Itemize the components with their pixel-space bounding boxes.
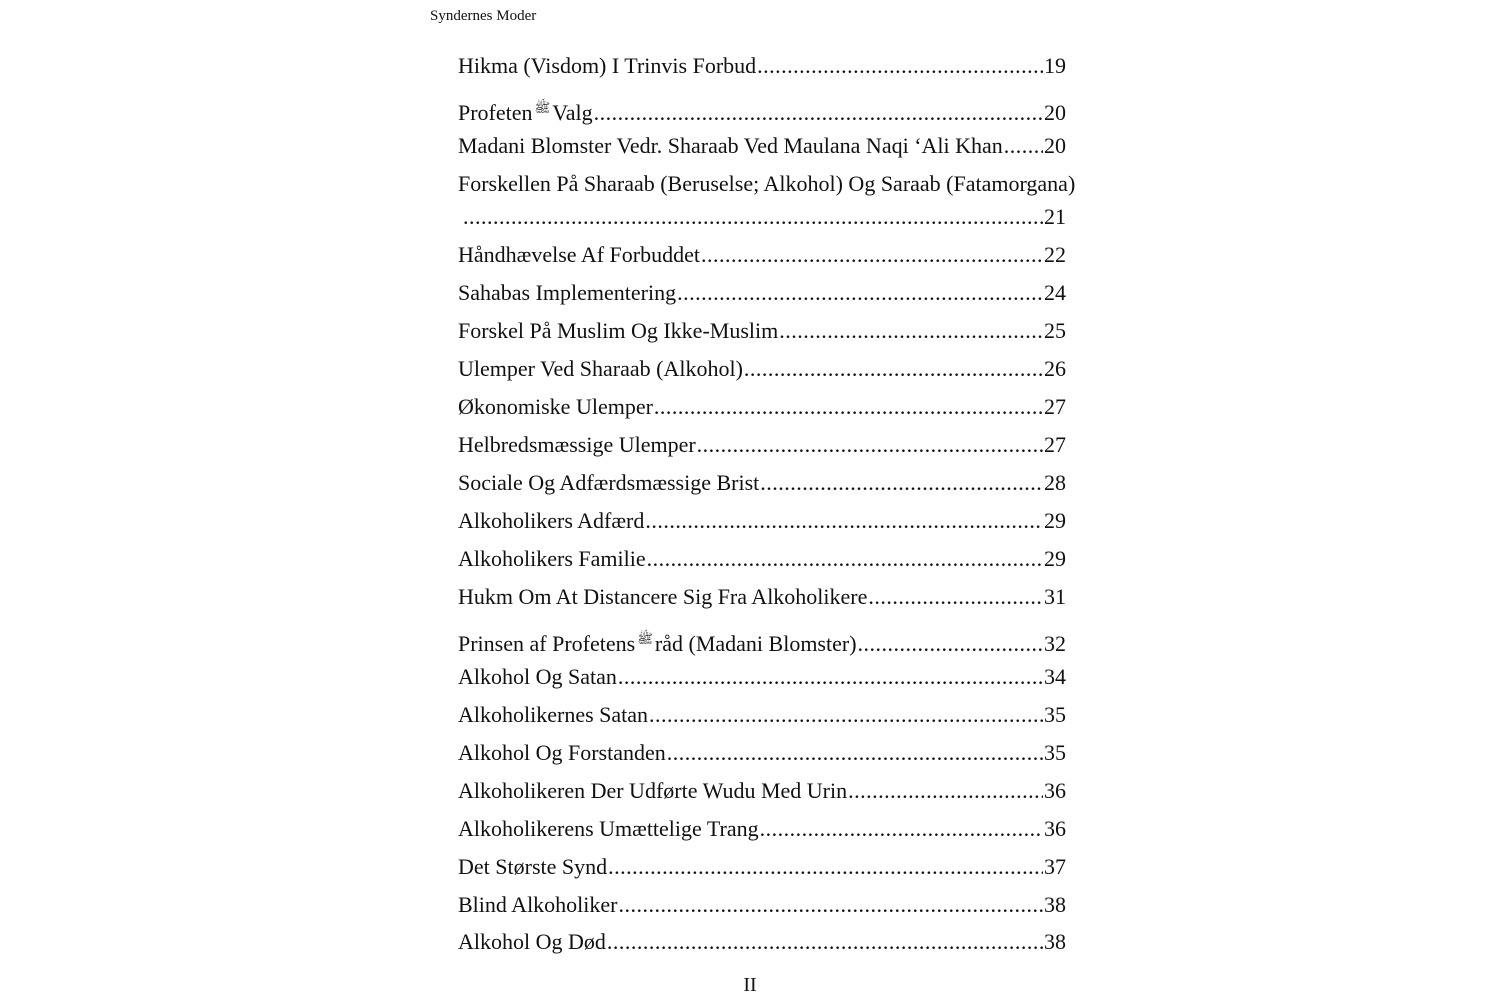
toc-entry-page: 29 (1044, 508, 1066, 533)
toc-entry (458, 890, 1066, 920)
toc-entry-title-after: Valg (552, 100, 593, 125)
toc-entry (458, 624, 1066, 654)
toc-entry-page: 35 (1044, 740, 1066, 765)
toc-entry-title: Alkohol Og Død (458, 929, 606, 954)
toc-entry (458, 700, 1066, 730)
toc-entry-page: 19 (1044, 53, 1066, 78)
toc-dot-leader (608, 852, 1043, 882)
toc-dot-leader (619, 890, 1044, 920)
toc-entry-page: 28 (1044, 470, 1066, 495)
toc-entry (458, 662, 1066, 692)
toc-entry-page: 25 (1044, 318, 1066, 343)
toc-dot-leader (701, 240, 1043, 270)
toc-dot-leader (645, 506, 1043, 536)
toc-entry (458, 93, 1066, 123)
toc-entry (458, 316, 1066, 346)
toc-entry-title: Alkohol Og Satan (458, 664, 617, 689)
toc-entry (458, 927, 1066, 957)
toc-dot-leader (1004, 131, 1043, 161)
toc-entry (458, 468, 1066, 498)
toc-entry-page: 20 (1044, 100, 1066, 125)
toc-dot-leader (618, 662, 1043, 692)
toc-entry-title: Alkohol Og Forstanden (458, 740, 666, 765)
toc-entry (458, 51, 1066, 81)
toc-entry-title (458, 624, 857, 659)
toc-entry (458, 354, 1066, 384)
toc-entry-page: 34 (1044, 664, 1066, 689)
toc-entry (458, 506, 1066, 536)
toc-dot-leader (649, 700, 1043, 730)
toc-entry-title: Helbredsmæssige Ulemper (458, 432, 696, 457)
toc-entry-title: Økonomiske Ulemper (458, 394, 653, 419)
toc-dot-leader (868, 582, 1043, 612)
toc-entry-title: Det Største Synd (458, 854, 608, 879)
toc-entry-title: Madani Blomster Vedr. Sharaab Ved Maulana Naqi ‘Ali Khan (458, 133, 1003, 158)
salutation-calligraphy: ﷺ (637, 631, 653, 646)
toc-entry (458, 582, 1066, 612)
toc-entry (458, 814, 1066, 844)
toc-entry-page: 32 (1044, 631, 1066, 656)
toc-entry-page: 35 (1044, 702, 1066, 727)
toc-entry-title: Hukm Om At Distancere Sig Fra Alkoholikere (458, 584, 868, 609)
toc-entry (458, 240, 1066, 270)
toc-entry-page: 29 (1044, 546, 1066, 571)
toc-entry-page: 20 (1044, 133, 1066, 158)
toc-dot-leader (697, 430, 1043, 460)
toc-entry-title: Blind Alkoholiker (458, 892, 618, 917)
running-header: Syndernes Moder (430, 8, 537, 24)
toc-entry-title-before: Profeten (458, 100, 533, 125)
toc-dot-leader (760, 468, 1043, 498)
toc-entry-title: Håndhævelse Af Forbuddet (458, 242, 700, 267)
toc-entry-title: Hikma (Visdom) I Trinvis Forbud (458, 53, 757, 78)
toc-dot-leader (858, 629, 1043, 659)
toc-entry-page: 24 (1044, 280, 1066, 305)
toc-entry-page: 22 (1044, 242, 1066, 267)
toc-entry-title-after: råd (Madani Blomster) (654, 631, 857, 656)
toc-entry (458, 852, 1066, 882)
toc-entry (458, 131, 1066, 161)
toc-entry-title: Ulemper Ved Sharaab (Alkohol) (458, 356, 743, 381)
toc-entry (458, 544, 1066, 574)
toc-entry-page: 37 (1044, 854, 1066, 879)
toc-entry-title: Alkoholikers Familie (458, 546, 646, 571)
toc-dot-leader (677, 278, 1043, 308)
toc-entry (458, 392, 1066, 422)
salutation-calligraphy: ﷺ (534, 100, 551, 115)
toc-dot-leader (463, 202, 1043, 232)
toc-dot-leader (667, 738, 1043, 768)
toc-entry-continuation (462, 202, 1066, 232)
toc-entry-page: 26 (1044, 356, 1066, 381)
toc-entry (458, 776, 1066, 806)
toc-entry-title: Forskellen På Sharaab (Beruselse; Alkohol) Og Saraab (Fatamorgana) (458, 171, 1076, 196)
toc-dot-leader (757, 51, 1043, 81)
toc-entry (458, 430, 1066, 460)
toc-dot-leader (848, 776, 1043, 806)
toc-entry-page: 38 (1044, 892, 1066, 917)
toc-dot-leader (760, 814, 1043, 844)
toc-entry-page: 27 (1044, 394, 1066, 419)
toc-dot-leader (779, 316, 1043, 346)
toc-entry (458, 738, 1066, 768)
toc-entry-title (458, 93, 593, 128)
toc-entry-title-before: Prinsen af Profetens (458, 631, 636, 656)
toc-entry-title: Sahabas Implementering (458, 280, 677, 305)
toc-dot-leader (744, 354, 1043, 384)
toc-entry-page: 21 (1044, 204, 1066, 229)
toc-dot-leader (654, 392, 1043, 422)
toc-dot-leader (594, 98, 1043, 128)
toc-entry-page: 36 (1044, 816, 1066, 841)
toc-entry-title: Forskel På Muslim Og Ikke-Muslim (458, 318, 779, 343)
toc-entry-title: Sociale Og Adfærdsmæssige Brist (458, 470, 760, 495)
toc-entry-page: 38 (1044, 929, 1066, 954)
toc-entry-page: 27 (1044, 432, 1066, 457)
toc-entry-title: Alkoholikers Adfærd (458, 508, 645, 533)
toc-entry-page: 36 (1044, 778, 1066, 803)
toc-entry (458, 278, 1066, 308)
toc-entry-title: Alkoholikerens Umættelige Trang (458, 816, 759, 841)
toc-dot-leader (607, 927, 1043, 957)
toc-entry-page: 31 (1044, 584, 1066, 609)
toc-entry-title: Alkoholikeren Der Udførte Wudu Med Urin (458, 778, 848, 803)
toc-dot-leader (647, 544, 1043, 574)
toc-entry-title: Alkoholikernes Satan (458, 702, 649, 727)
page-number: II (743, 974, 757, 996)
